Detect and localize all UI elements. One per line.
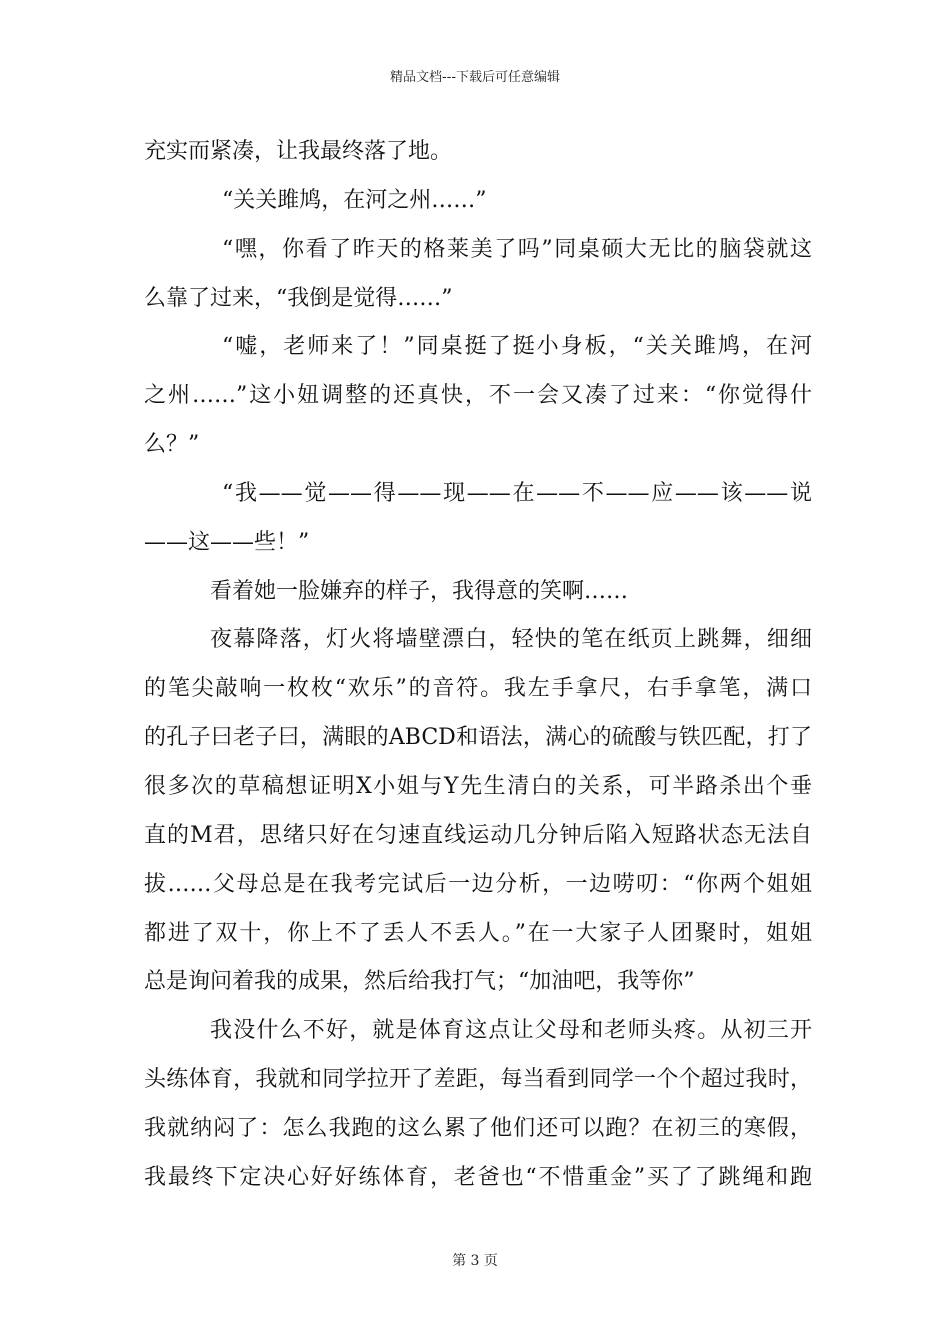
text-line: 的笔尖敲响一枚枚“欢乐”的音符。我左手拿尺，右手拿笔，满口 xyxy=(144,676,812,702)
text-line: 充实而紧凑，让我最终落了地。 xyxy=(144,139,453,164)
text-line: 之州……”这小妞调整的还真快，不一会又凑了过来：“你觉得什 xyxy=(144,383,812,409)
text-line: 都进了双十，你上不了丢人不丢人。”在一大家子人团聚时，姐姐 xyxy=(144,920,812,946)
text-line: 很多次的草稿想证明X小姐与Y先生清白的关系，可半路杀出个垂 xyxy=(144,773,812,799)
text-line: 我最终下定决心好好练体育，老爸也“不惜重金”买了了跳绳和跑 xyxy=(144,1164,812,1190)
page-number: 第 3 页 xyxy=(452,1253,498,1269)
document-body xyxy=(144,128,812,1203)
text-line: 的孔子曰老子曰，满眼的ABCD和语法，满心的硫酸与铁匹配，打了 xyxy=(144,725,812,751)
text-line: 么靠了过来，“我倒是觉得……” xyxy=(144,285,453,311)
page-header: 精品文档---下载后可任意编辑 xyxy=(389,70,561,85)
text-line: 么？” xyxy=(144,432,200,458)
text-line: 总是询问着我的成果，然后给我打气；“加油吧，我等你” xyxy=(144,969,695,995)
text-line: “嘘，老师来了！”同桌挺了挺小身板，“关关雎鸠，在河 xyxy=(222,334,812,360)
text-line: “我——觉——得——现——在——不——应——该——说 xyxy=(222,480,812,506)
text-line: “关关雎鸠，在河之州……” xyxy=(222,187,487,213)
text-line: 我没什么不好，就是体育这点让父母和老师头疼。从初三开 xyxy=(210,1018,812,1044)
text-line: 夜幕降落，灯火将墙壁漂白，轻快的笔在纸页上跳舞，细细 xyxy=(210,627,812,653)
text-line: ——这——些！” xyxy=(144,529,310,555)
text-line: 拔……父母总是在我考完试后一边分析，一边唠叨：“你两个姐姐 xyxy=(144,871,812,897)
text-line: 我就纳闷了：怎么我跑的这么累了他们还可以跑？在初三的寒假， xyxy=(144,1115,812,1141)
text-line: 头练体育，我就和同学拉开了差距，每当看到同学一个个超过我时， xyxy=(144,1067,812,1093)
text-line: 直的M君，思绪只好在匀速直线运动几分钟后陷入短路状态无法自 xyxy=(144,822,812,848)
text-line: “嘿，你看了昨天的格莱美了吗”同桌硕大无比的脑袋就这 xyxy=(222,236,812,262)
text-line: 看着她一脸嫌弃的样子，我得意的笑啊…… xyxy=(210,578,629,604)
